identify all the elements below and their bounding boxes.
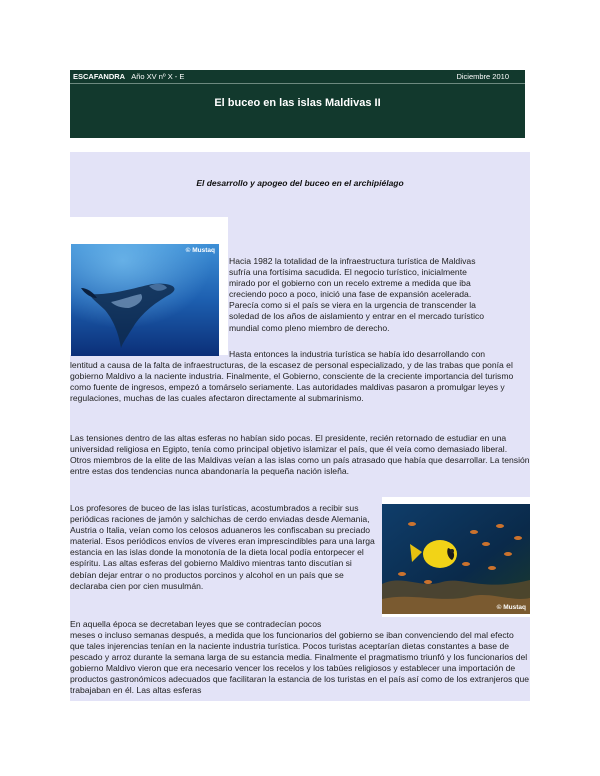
manta-photo-credit: © Mustaq <box>185 247 215 254</box>
issue-number: Año XV nº X - E <box>131 72 185 81</box>
article-subtitle: El desarrollo y apogeo del buceo en el archipiélago <box>196 178 404 188</box>
paragraph-2: lentitud a causa de la falta de infraestructuras, de la escasez de personal especializado, y de las trabas que ponía el gobierno Maldivo a la naciente industria. Finalmente, el Gobierno, consciente de la creciente importancia del turismo como fuente de ingresos, empezó a tomárselo seriamente. Las autoridades maldivas pasaron a promulgar leyes y regulaciones, muchas de las cuales afectaron directamente al submarinismo. <box>70 360 514 404</box>
article-title: El buceo en las islas Maldivas II <box>214 97 381 109</box>
article-header <box>70 70 525 138</box>
header-divider <box>70 83 525 84</box>
paragraph-2-first-line: Hasta entonces la industria turística se había ido desarrollando con <box>229 349 486 359</box>
butterflyfish-photo <box>382 504 530 614</box>
manta-ray-photo <box>71 244 219 356</box>
p1-line-3: mirado por el gobierno con un recelo extreme a medida que iba <box>229 278 471 289</box>
paragraph-4: Los profesores de buceo de las islas turísticas, acostumbrados a recibir sus periódicas raciones de jamón y salchichas de cerdo enviadas desde Alemania, Austria o Italia, veían como los celosos aduaneros les confiscaban su preciado material. Esos periódicos envíos de víveres eran imprescindibles para una larga estancia en las islas donde la monotonía de la dieta local podía entorpecer el espíritu. Las altas esferas del gobierno Maldivo mientras tanto discutían si debían dejar entrar o no productos porcinos y alcohol en un país que se declaraba cien por cien musulmán. <box>70 503 375 591</box>
p1-line-4: creciendo poco a poco, inició una fase de expansión acelerada. <box>229 289 472 300</box>
paragraph-5: meses o incluso semanas después, a medida que los funcionarios del gobierno se iban convenciendo del mal efecto que tales injerencias tenían en la naciente industria turística. Pocos turistas aceptarían dietas constantes a base de pescado y arroz durante la semana larga de su estancia media. Finalmente el pragmatismo triunfó y los funcionarios del gobierno Maldivo vieron que era necesario vencer los recelos y los tabúes religiosos y establecer una importación de productos gastronómicos adecuados que facilitaran la estancia de los turistas en el país así como de los extranjeros que trabajaban en él. Las altas esferas <box>70 630 530 696</box>
butterflyfish-image <box>382 504 530 614</box>
paragraph-1 <box>229 256 529 334</box>
issue-date: Diciembre 2010 <box>456 72 509 81</box>
publication-name: ESCAFANDRA <box>73 72 126 81</box>
fish-photo-credit: © Mustaq <box>496 604 526 611</box>
paragraph-3: Las tensiones dentro de las altas esferas no habían sido pocas. El presidente, recién retornado de estudiar en una universidad religiosa en Egipto, tenía como principal objetivo islamizar el país, que él veía como demasiado liberal. Otros miembros de la elite de las Maldivas veían a las islas como un país atrasado que había que desarrollar. La tensión entre estas dos tendencias nunca abandonaría la pequeña nación isleña. <box>70 433 530 477</box>
manta-ray-image <box>71 244 219 356</box>
paragraph-5-first-line: En aquella época se decretaban leyes que se contradecían pocos <box>70 619 322 629</box>
p1-line-1: Hacia 1982 la totalidad de la infraestructura turística de Maldivas <box>229 256 476 266</box>
p1-line-5: Parecía como si el país se viera en la urgencia de transcender la <box>229 300 476 311</box>
issue-info <box>73 72 184 81</box>
p1-line-2: sufría una fortísima sacudida. El negocio turístico, inicialmente <box>229 267 467 278</box>
p1-line-7: mundial como pleno miembro de derecho. <box>229 322 390 333</box>
p1-line-6: soledad de los años de aislamiento y entrar en el mercado turístico <box>229 311 485 322</box>
